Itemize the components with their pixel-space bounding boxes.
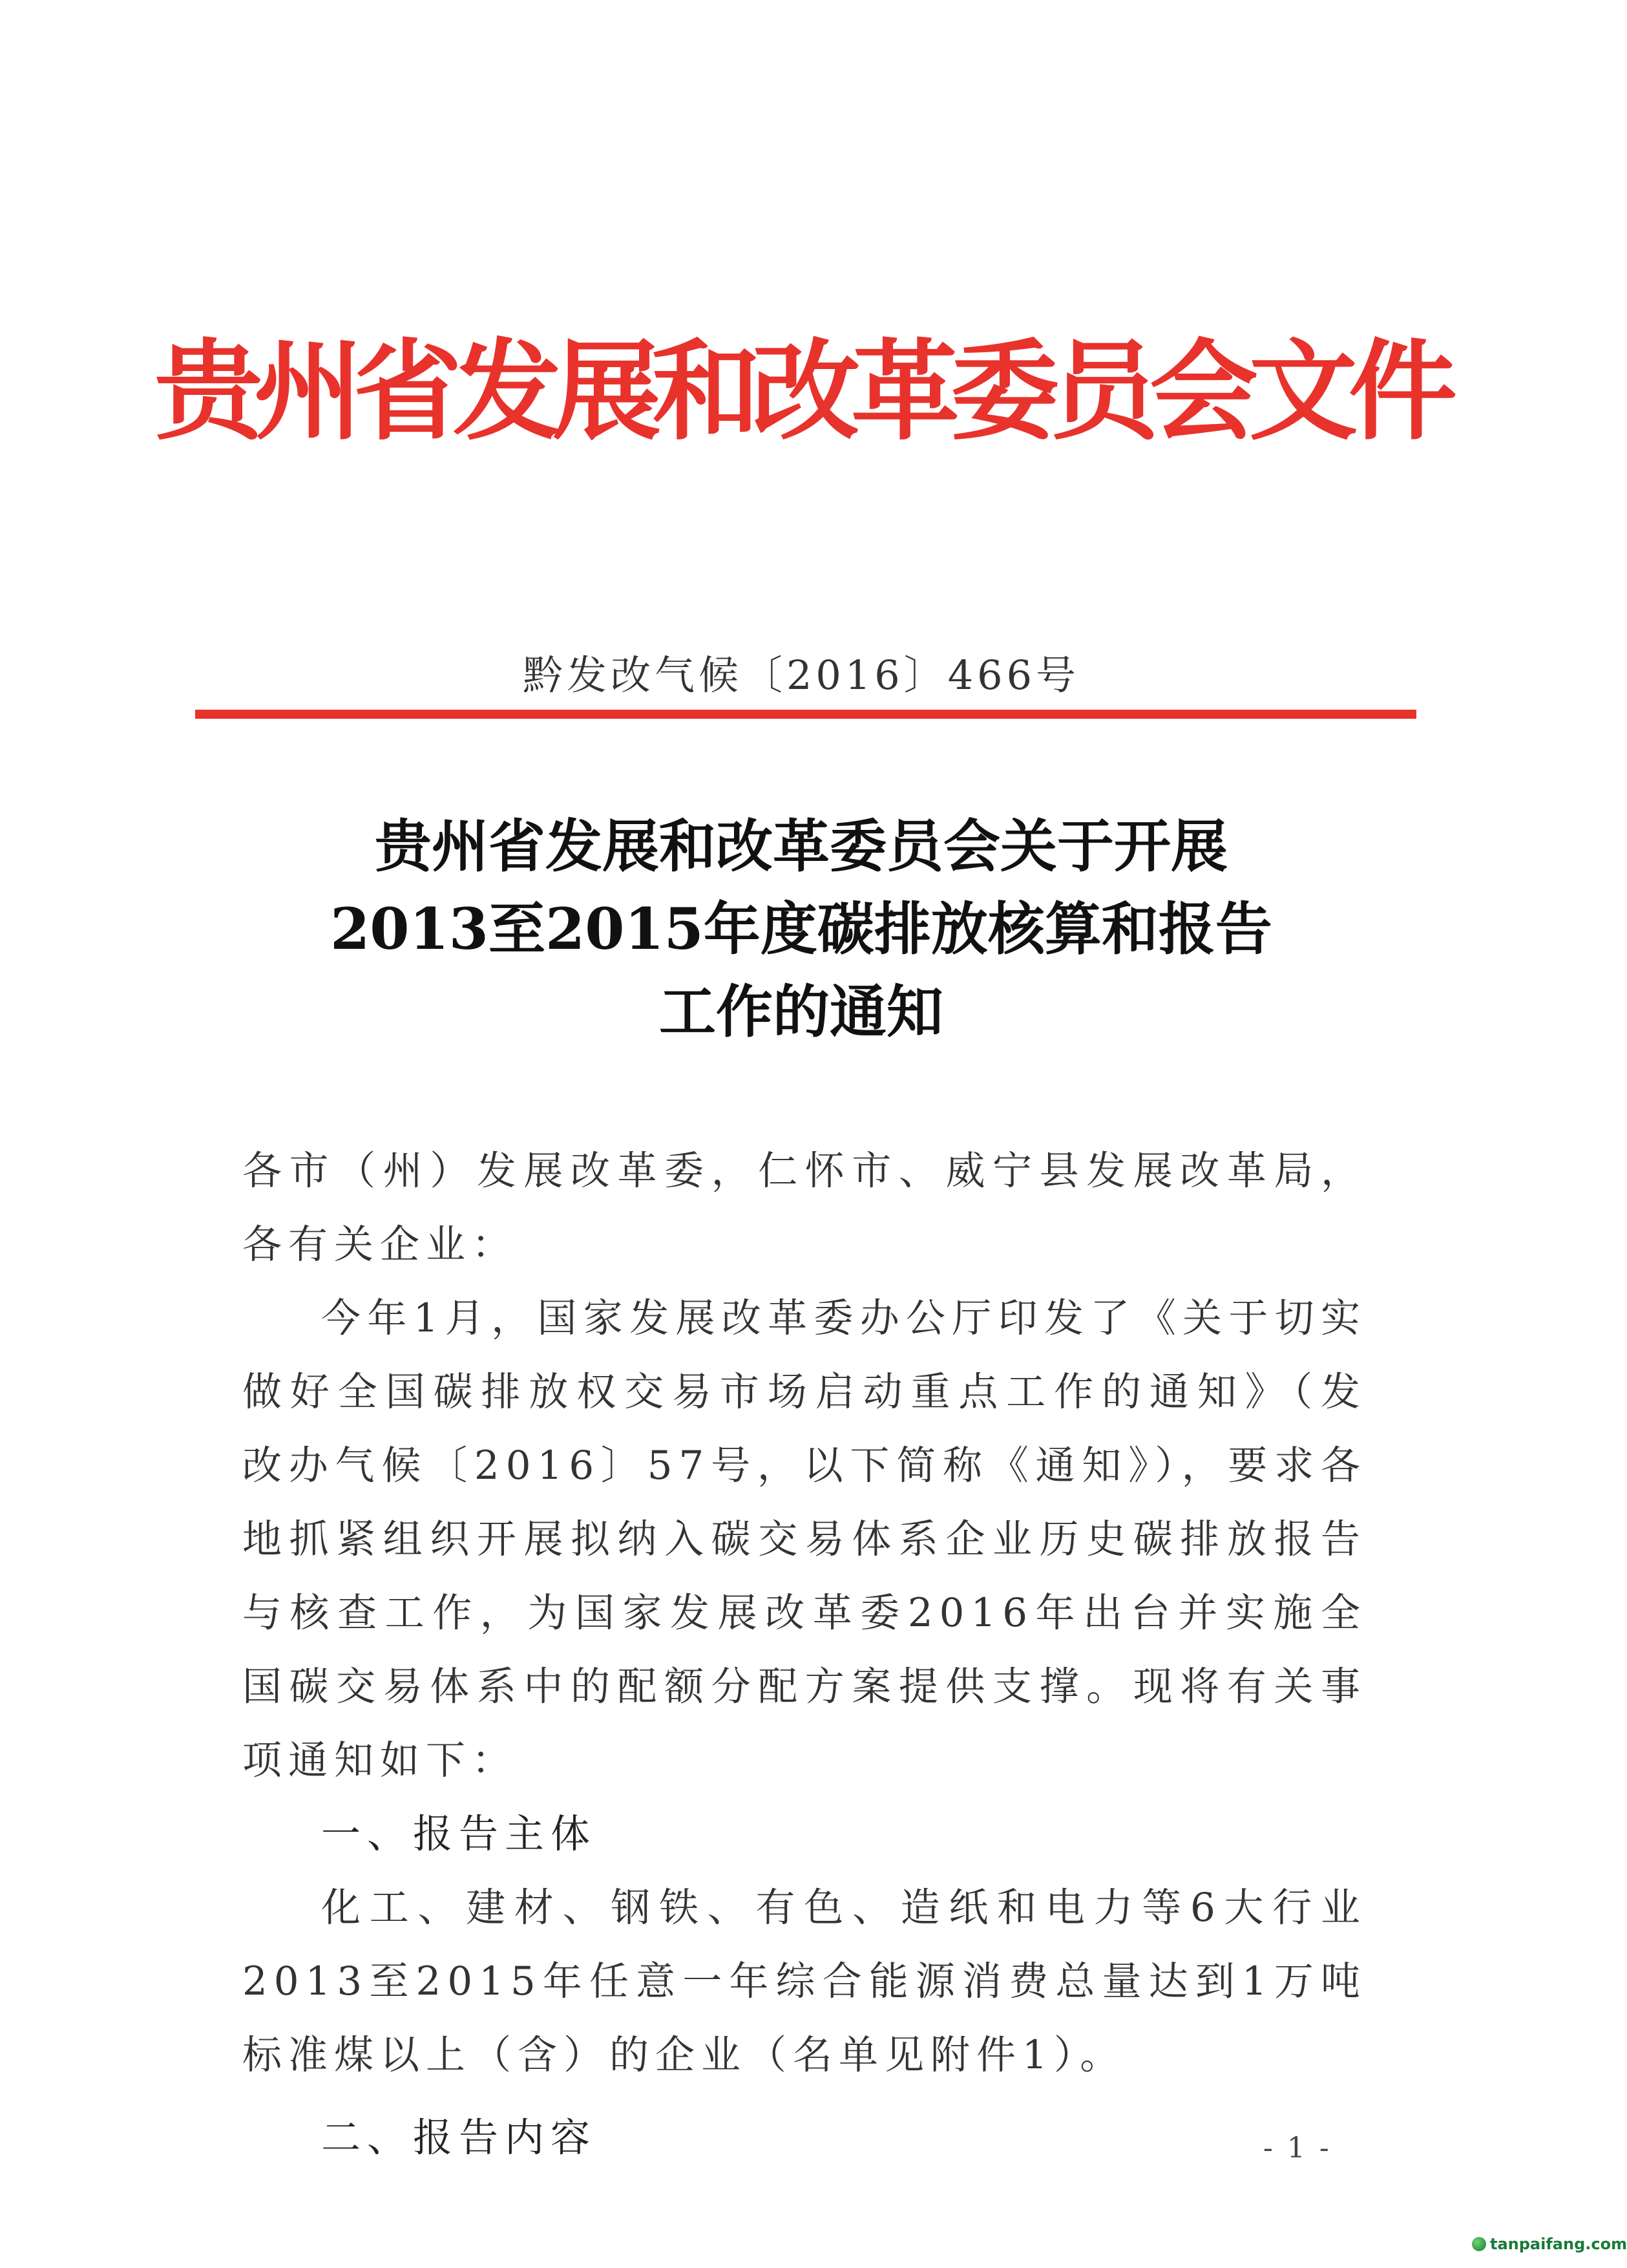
notice-title-line-2: 2013至2015年度碳排放核算和报告: [330, 895, 1272, 962]
document-number: 黔发改气候〔2016〕466号: [522, 652, 1080, 699]
notice-title: [0, 805, 1602, 1053]
watermark-text: tanpaifang.com: [1490, 2235, 1627, 2253]
section-heading-2: 二、报告内容: [321, 2115, 597, 2161]
page-number: - 1 -: [1263, 2132, 1332, 2165]
site-watermark: [1472, 2235, 1627, 2253]
notice-title-line-1: 贵州省发展和改革委员会关于开展: [374, 812, 1228, 880]
red-divider-line: [195, 710, 1416, 719]
body-paragraph-1: 今年1月，国家发展改革委办公厅印发了《关于切实做好全国碳排放权交易市场启动重点工作的通知》（发改办气候〔2016〕57号，以下简称《通知》），要求各地抓紧组织开展拟纳入碳交易体系企业历史碳排放报告与核查工作，为国家发展改革委2016年出台并实施全国碳交易体系中的配额分配方案提供支撑。现将有关事项通知如下：: [242, 1295, 1367, 1783]
issuing-organization-title: 贵州省发展和改革委员会文件: [154, 327, 1448, 455]
notice-body: [242, 1134, 1367, 2175]
body-paragraph-2: 化工、建材、钢铁、有色、造纸和电力等6大行业2013至2015年任意一年综合能源消费总量达到1万吨标准煤以上（含）的企业（名单见附件1）。: [242, 1885, 1367, 2078]
watermark-logo-icon: [1472, 2237, 1486, 2251]
addressee: 各市（州）发展改革委，仁怀市、威宁县发展改革局，各有关企业：: [242, 1148, 1367, 1267]
notice-title-line-3: 工作的通知: [658, 978, 943, 1045]
section-heading-1: 一、报告主体: [321, 1811, 597, 1857]
